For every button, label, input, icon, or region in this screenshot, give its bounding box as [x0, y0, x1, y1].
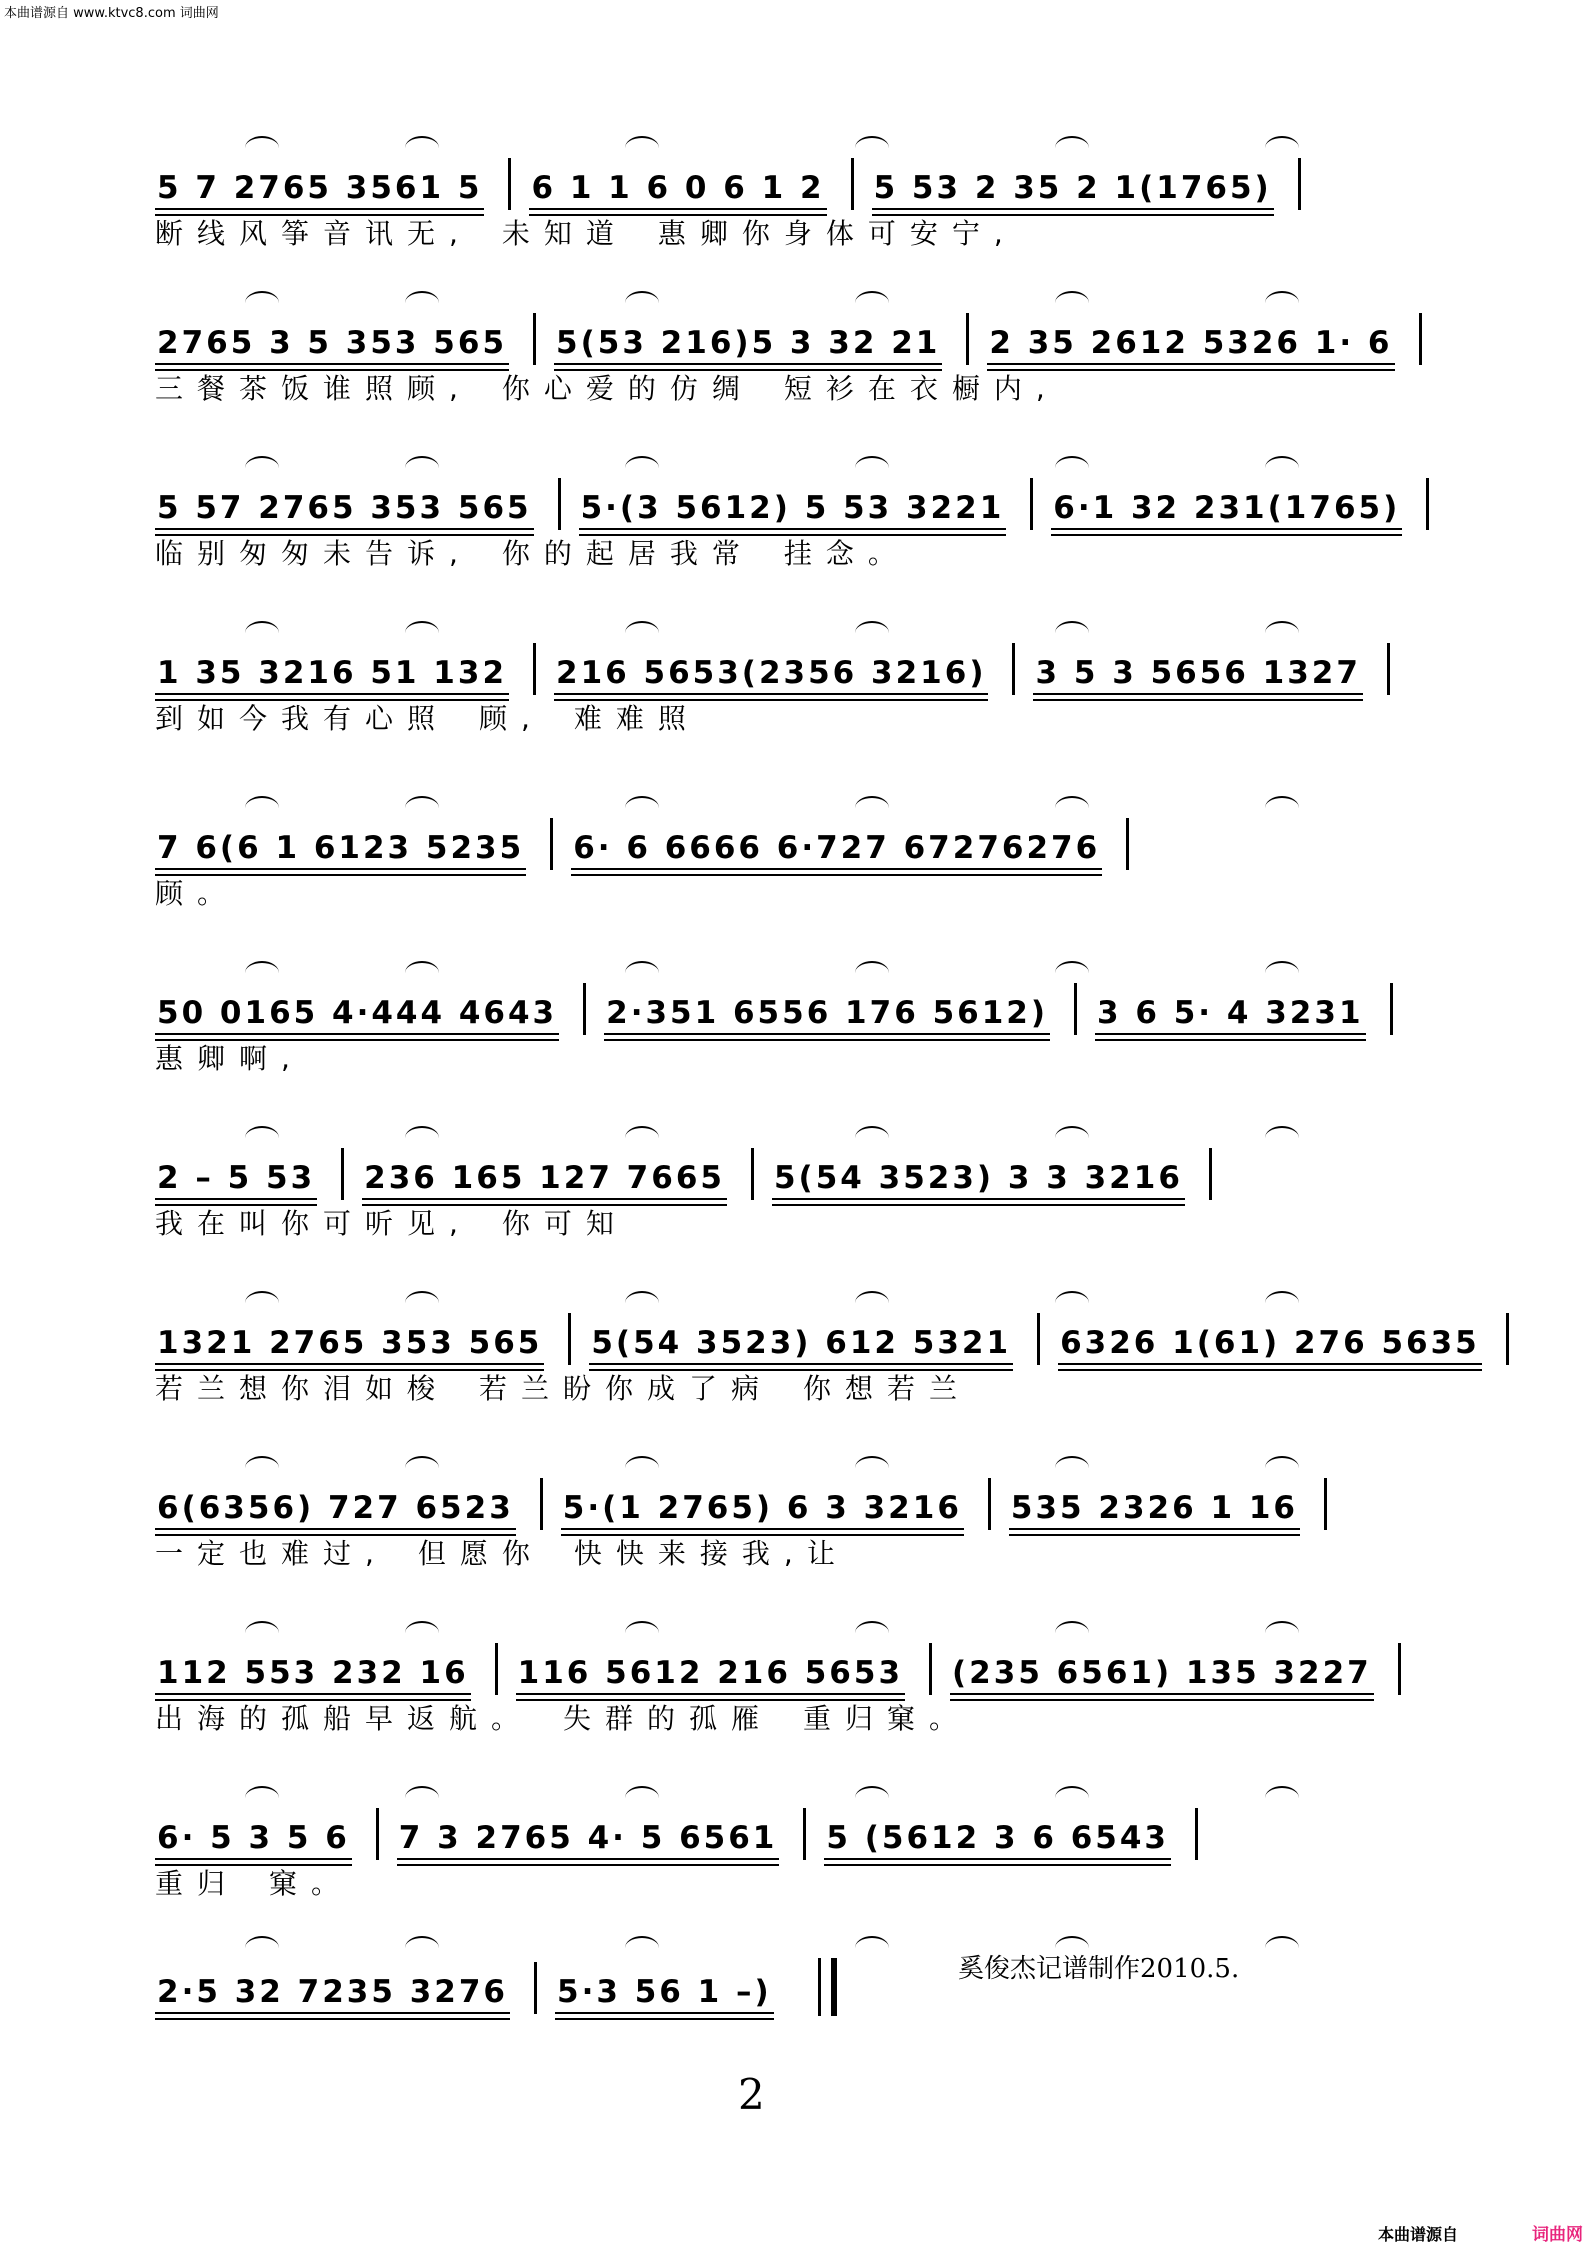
note-row [155, 1148, 1425, 1196]
slur-mark [855, 796, 889, 820]
slur-mark [245, 1786, 279, 1810]
barline [851, 158, 854, 210]
slur-mark [625, 1126, 659, 1150]
lyric-row [155, 367, 1425, 407]
note-row [155, 158, 1425, 206]
lyric-phrase: 出海的孤船早返航。 [155, 1702, 534, 1735]
notation-system [155, 450, 1425, 572]
slur-mark [245, 291, 279, 315]
measure: 112 553 232 16 [155, 1655, 471, 1695]
slur-mark [1055, 621, 1089, 645]
slur-mark [855, 621, 889, 645]
barline [1209, 1148, 1212, 1200]
slur-mark [405, 961, 439, 985]
slur-mark [1055, 456, 1089, 480]
barline [929, 1643, 932, 1695]
measure: 1321 2765 353 565 [155, 1325, 544, 1365]
slur-row [155, 1120, 1425, 1148]
barline [568, 1313, 571, 1365]
slur-mark [245, 1936, 279, 1960]
slur-row [155, 615, 1425, 643]
lyric-row [155, 532, 1425, 572]
slur-mark [855, 1786, 889, 1810]
slur-mark [245, 1621, 279, 1645]
slur-mark [625, 1291, 659, 1315]
slur-mark [245, 1126, 279, 1150]
slur-mark [1265, 1621, 1299, 1645]
slur-mark [855, 291, 889, 315]
measure: 6·1 32 231(1765) [1051, 490, 1402, 530]
notation-system [155, 955, 1425, 1077]
slur-mark [855, 136, 889, 160]
measure: 116 5612 216 5653 [516, 1655, 905, 1695]
lyric-phrase: 难难照 [573, 702, 700, 735]
slur-mark [245, 1291, 279, 1315]
measure: (235 6561) 135 3227 [950, 1655, 1374, 1695]
notation-system [155, 1780, 1425, 1902]
measure: 5·(3 5612) 5 53 3221 [579, 490, 1007, 530]
slur-mark [245, 961, 279, 985]
slur-mark [625, 291, 659, 315]
slur-mark [1055, 1126, 1089, 1150]
notation-system [155, 790, 1425, 912]
slur-mark [405, 136, 439, 160]
barline [1506, 1313, 1509, 1365]
lyric-row [155, 1532, 1425, 1572]
barline [376, 1808, 379, 1860]
lyric-row [155, 1367, 1425, 1407]
lyric-phrase: 惠卿啊, [155, 1042, 304, 1075]
notation-system [155, 1285, 1480, 1407]
slur-row [155, 1285, 1425, 1313]
slur-mark [245, 456, 279, 480]
measure: 535 2326 1 16 [1009, 1490, 1300, 1530]
slur-mark [405, 1621, 439, 1645]
slur-mark [1265, 291, 1299, 315]
barline [1030, 478, 1033, 530]
lyric-phrase: 重归窠。 [803, 1702, 972, 1735]
lyric-phrase: 失群的孤雁 [563, 1702, 774, 1735]
barline [550, 818, 553, 870]
lyric-phrase: 我在叫你可听见, [155, 1207, 472, 1240]
slur-mark [1265, 961, 1299, 985]
slur-mark [1265, 136, 1299, 160]
measure: 3 6 5· 4 3231 [1095, 995, 1366, 1035]
lyric-row [155, 212, 1425, 252]
slur-mark [625, 456, 659, 480]
slur-mark [245, 1456, 279, 1480]
footer-logo: 词曲网 [1532, 2225, 1583, 2245]
slur-mark [855, 1621, 889, 1645]
slur-mark [405, 456, 439, 480]
measure: 5(53 216)5 3 32 21 [554, 325, 942, 365]
measure: 5·3 56 1 –) [555, 1974, 774, 2014]
barline [1195, 1808, 1198, 1860]
slur-mark [1265, 1786, 1299, 1810]
lyric-phrase: 挂念。 [783, 537, 910, 570]
lyric-row [155, 872, 1425, 912]
slur-mark [625, 136, 659, 160]
lyric-phrase: 你的起居我常 [501, 537, 754, 570]
lyric-phrase: 断线风筝音讯无, [155, 217, 472, 250]
barline [1126, 818, 1129, 870]
lyric-phrase: 但愿你 [417, 1537, 544, 1570]
lyric-phrase: 短衫在衣橱内, [783, 372, 1059, 405]
barline [508, 158, 511, 210]
note-row [155, 478, 1425, 526]
slur-mark [855, 456, 889, 480]
slur-mark [1055, 1291, 1089, 1315]
measure: 6· 6 6666 6·727 67276276 [571, 830, 1102, 870]
barline [966, 313, 969, 365]
slur-mark [1055, 796, 1089, 820]
slur-mark [625, 1456, 659, 1480]
barline [751, 1148, 754, 1200]
barline [1324, 1478, 1327, 1530]
slur-mark [405, 1126, 439, 1150]
slur-mark [1055, 961, 1089, 985]
slur-mark [405, 796, 439, 820]
slur-mark [245, 621, 279, 645]
slur-mark [855, 961, 889, 985]
barline [558, 478, 561, 530]
measure: 236 165 127 7665 [362, 1160, 727, 1200]
slur-row [155, 955, 1425, 983]
slur-mark [405, 1456, 439, 1480]
slur-mark [1055, 1786, 1089, 1810]
slur-mark [625, 1786, 659, 1810]
lyric-row [155, 1202, 1425, 1242]
slur-mark [1055, 1456, 1089, 1480]
lyric-phrase: 到如今我有心照 [155, 702, 450, 735]
slur-mark [245, 796, 279, 820]
measure: 2765 3 5 353 565 [155, 325, 509, 365]
note-row [155, 1478, 1425, 1526]
lyric-phrase: 你心爱的仿绸 [501, 372, 754, 405]
measure: 5 (5612 3 6 6543 [824, 1820, 1171, 1860]
slur-mark [245, 136, 279, 160]
slur-mark [1265, 1456, 1299, 1480]
measure: 7 3 2765 4· 5 6561 [397, 1820, 780, 1860]
slur-mark [1265, 456, 1299, 480]
slur-mark [1055, 291, 1089, 315]
slur-mark [1055, 136, 1089, 160]
slur-mark [405, 1936, 439, 1960]
note-row [155, 1313, 1480, 1361]
lyric-phrase: 若兰想你泪如梭 [155, 1372, 450, 1405]
barline [1426, 478, 1429, 530]
slur-mark [1265, 796, 1299, 820]
measure: 3 5 3 5656 1327 [1033, 655, 1362, 695]
notation-system [155, 1450, 1425, 1572]
lyric-row [155, 697, 1425, 737]
measure: 6(6356) 727 6523 [155, 1490, 516, 1530]
lyric-phrase: 三餐茶饭谁照顾, [155, 372, 472, 405]
measure: 6 1 1 6 0 6 1 2 [529, 170, 826, 210]
slur-mark [855, 1126, 889, 1150]
barline [1012, 643, 1015, 695]
barline [534, 1962, 537, 2014]
slur-mark [625, 1621, 659, 1645]
barline [533, 313, 536, 365]
lyric-phrase: 一定也难过, [155, 1537, 388, 1570]
source-header: 本曲谱源自 www.ktvc8.com 词曲网 [4, 6, 219, 21]
note-row [155, 1643, 1425, 1691]
slur-row [155, 1780, 1425, 1808]
slur-mark [1265, 1936, 1299, 1960]
slur-mark [1265, 1126, 1299, 1150]
barline [1037, 1313, 1040, 1365]
note-row [155, 983, 1425, 1031]
barline [1298, 158, 1301, 210]
lyric-row [155, 1697, 1425, 1737]
barline [1419, 313, 1422, 365]
measure: 5 7 2765 3561 5 [155, 170, 484, 210]
measure: 2 35 2612 5326 1· 6 [987, 325, 1394, 365]
slur-row [155, 285, 1425, 313]
measure: 50 0165 4·444 4643 [155, 995, 559, 1035]
notation-system [155, 130, 1425, 252]
note-row [155, 313, 1425, 361]
slur-row [155, 1615, 1425, 1643]
measure: 5 53 2 35 2 1(1765) [872, 170, 1274, 210]
footer-source: 本曲谱源自 [1378, 2225, 1459, 2244]
barline [495, 1643, 498, 1695]
slur-mark [405, 621, 439, 645]
slur-mark [1055, 1621, 1089, 1645]
notation-system [155, 615, 1425, 737]
slur-row [155, 450, 1425, 478]
barline [1387, 643, 1390, 695]
slur-mark [855, 1291, 889, 1315]
slur-mark [625, 1936, 659, 1960]
slur-mark [405, 1786, 439, 1810]
barline [1390, 983, 1393, 1035]
lyric-phrase: 你想若兰 [803, 1372, 972, 1405]
slur-mark [625, 621, 659, 645]
final-barline [818, 1958, 837, 2016]
slur-mark [1265, 621, 1299, 645]
barline [1074, 983, 1077, 1035]
measure: 2 – 5 53 [155, 1160, 317, 1200]
measure: 216 5653(2356 3216) [554, 655, 988, 695]
lyric-phrase: 顾, [479, 702, 544, 735]
notation-system [155, 1120, 1425, 1242]
measure: 5 57 2765 353 565 [155, 490, 534, 530]
measure: 6· 5 3 5 6 [155, 1820, 352, 1860]
barline [583, 983, 586, 1035]
lyric-phrase: 未知道 [501, 217, 628, 250]
slur-mark [855, 1456, 889, 1480]
measure: 1 35 3216 51 132 [155, 655, 509, 695]
lyric-phrase: 快快来接我,让 [573, 1537, 849, 1570]
slur-mark [855, 1936, 889, 1960]
lyric-phrase: 重归 [155, 1867, 240, 1900]
lyric-phrase: 若兰盼你成了病 [479, 1372, 774, 1405]
lyric-row [155, 1037, 1425, 1077]
slur-row [155, 1450, 1425, 1478]
barline [540, 1478, 543, 1530]
lyric-phrase: 你可知 [501, 1207, 628, 1240]
slur-mark [1265, 1291, 1299, 1315]
measure: 7 6(6 1 6123 5235 [155, 830, 526, 870]
note-row [155, 643, 1425, 691]
note-row [155, 818, 1425, 866]
slur-row [155, 130, 1425, 158]
transcriber-credit: 奚俊杰记谱制作2010.5. [958, 1954, 1240, 1984]
lyric-phrase: 临别匆匆未告诉, [155, 537, 472, 570]
measure: 2·351 6556 176 5612) [604, 995, 1050, 1035]
measure: 6326 1(61) 276 5635 [1058, 1325, 1482, 1365]
measure: 5(54 3523) 3 3 3216 [772, 1160, 1185, 1200]
note-row [155, 1808, 1425, 1856]
measure: 5·(1 2765) 6 3 3216 [561, 1490, 964, 1530]
barline [803, 1808, 806, 1860]
barline [988, 1478, 991, 1530]
slur-mark [405, 1291, 439, 1315]
slur-mark [405, 291, 439, 315]
barline [533, 643, 536, 695]
barline [341, 1148, 344, 1200]
barline [1398, 1643, 1401, 1695]
measure: 5(54 3523) 612 5321 [589, 1325, 1013, 1365]
lyric-phrase: 窠。 [269, 1867, 354, 1900]
lyric-phrase: 惠卿你身体可安宁, [657, 217, 1017, 250]
page-number: 2 [738, 2070, 765, 2119]
notation-system [155, 1615, 1425, 1737]
slur-mark [625, 796, 659, 820]
lyric-row [155, 1862, 1425, 1902]
slur-mark [625, 961, 659, 985]
measure: 2·5 32 7235 3276 [155, 1974, 510, 2014]
slur-row [155, 790, 1425, 818]
notation-system [155, 285, 1425, 407]
lyric-phrase: 顾。 [155, 877, 240, 910]
